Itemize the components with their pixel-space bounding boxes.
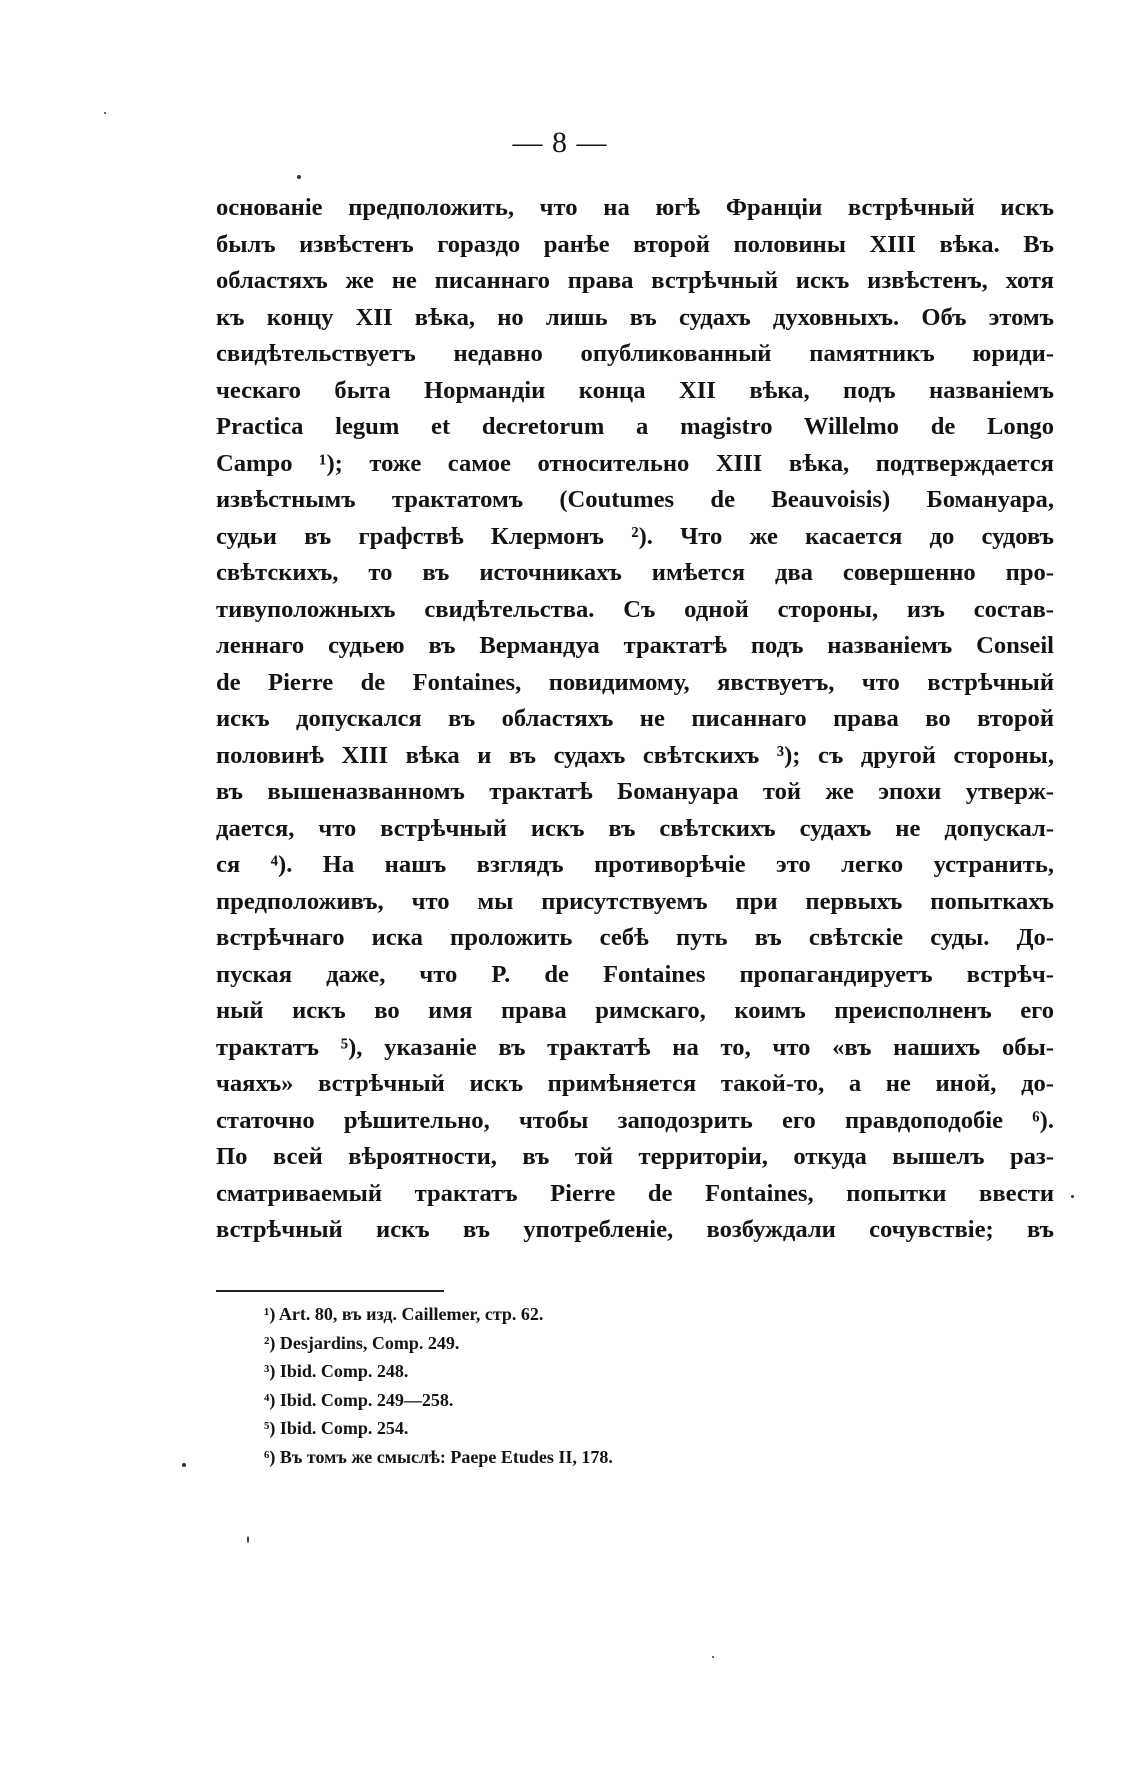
text-line: ся ⁴). На нашъ взглядъ противорѣчіе это легко устранить, <box>216 851 1054 878</box>
text-line: основаніе предположить, что на югѣ Франціи встрѣчный искъ <box>216 194 1054 221</box>
text-line: въ вышеназванномъ трактатѣ Бомануара той же эпохи утверж- <box>216 778 1054 805</box>
text-line: былъ извѣстенъ гораздо ранѣе второй половины XIII вѣка. Въ <box>216 230 1054 258</box>
scan-speck <box>297 175 301 179</box>
text-line: ный искъ во имя права римскаго, коимъ преисполненъ его <box>216 997 1054 1024</box>
text-line: de Pierre de Fontaines, повидимому, явствуетъ, что встрѣчный <box>216 668 1054 696</box>
text-line: ческаго быта Нормандіи конца XII вѣка, подъ названіемъ <box>216 376 1054 404</box>
body-text <box>216 190 1054 1249</box>
text-line: встрѣчный искъ въ употребленіе, возбуждали сочувствіе; въ <box>216 1216 1054 1243</box>
text-line: дается, что встрѣчный искъ въ свѣтскихъ судахъ не допускал- <box>216 814 1054 842</box>
scan-speck <box>182 1463 186 1467</box>
scan-speck <box>247 1536 249 1543</box>
text-line: чаяхъ» встрѣчный искъ примѣняется такой-то, а не иной, до- <box>216 1070 1054 1097</box>
text-line: свидѣтельствуетъ недавно опубликованный памятникъ юриди- <box>216 340 1054 367</box>
text-line: областяхъ же не писаннаго права встрѣчный искъ извѣстенъ, хотя <box>216 267 1054 294</box>
text-line: предположивъ, что мы присутствуемъ при первыхъ попыткахъ <box>216 887 1054 915</box>
footnote: ⁴) Ibid. Comp. 249—258. <box>264 1389 454 1410</box>
footnote-divider <box>216 1290 444 1292</box>
text-line: Campo ¹); тоже самое относительно XIII вѣка, подтверждается <box>216 449 1054 477</box>
text-line: По всей вѣроятности, въ той территоріи, откуда вышелъ раз- <box>216 1143 1054 1170</box>
scan-speck <box>712 1656 714 1658</box>
text-line: половинѣ XIII вѣка и въ судахъ свѣтскихъ ³); съ другой стороны, <box>216 741 1054 769</box>
text-line: къ концу XII вѣка, но лишь въ судахъ духовныхъ. Объ этомъ <box>216 303 1054 331</box>
text-line: леннаго судьею въ Вермандуа трактатѣ подъ названіемъ Conseil <box>216 632 1054 659</box>
text-line: извѣстнымъ трактатомъ (Coutumes de Beauvoisis) Бомануара, <box>216 486 1054 513</box>
footnote: ¹) Art. 80, въ изд. Caillemer, стр. 62. <box>264 1304 544 1324</box>
text-line: пуская даже, что P. de Fontaines пропагандируетъ встрѣч- <box>216 960 1054 988</box>
footnote: ³) Ibid. Comp. 248. <box>264 1361 409 1381</box>
text-line: трактатъ ⁵), указаніе въ трактатѣ на то, что «въ нашихъ обы- <box>216 1033 1054 1061</box>
footnote: ⁶) Въ томъ же смыслѣ: Paepe Etudes II, 178. <box>264 1446 613 1467</box>
footnote: ²) Desjardins, Comp. 249. <box>264 1332 460 1353</box>
text-line: свѣтскихъ, то въ источникахъ имѣется два совершенно про- <box>216 559 1054 586</box>
page-number: — 8 — <box>512 126 608 159</box>
text-line: встрѣчнаго иска проложить себѣ путь въ свѣтскіе суды. До- <box>216 924 1054 951</box>
scan-speck <box>1071 1195 1074 1198</box>
footnotes <box>264 1300 864 1471</box>
text-line: статочно рѣшительно, чтобы заподозрить его правдоподобіе ⁶). <box>216 1106 1054 1134</box>
text-line: сматриваемый трактатъ Pierre de Fontaines, попытки ввести <box>216 1179 1054 1207</box>
text-line: искъ допускался въ областяхъ не писаннаго права во второй <box>216 705 1054 732</box>
scan-speck <box>104 112 106 114</box>
text-line: судьи въ графствѣ Клермонъ ²). Что же касается до судовъ <box>216 522 1054 550</box>
text-line: тивуположныхъ свидѣтельства. Съ одной стороны, изъ состав- <box>216 595 1054 623</box>
footnote: ⁵) Ibid. Comp. 254. <box>264 1418 409 1438</box>
text-line: Practica legum et decretorum a magistro Willelmo de Longo <box>216 413 1054 440</box>
